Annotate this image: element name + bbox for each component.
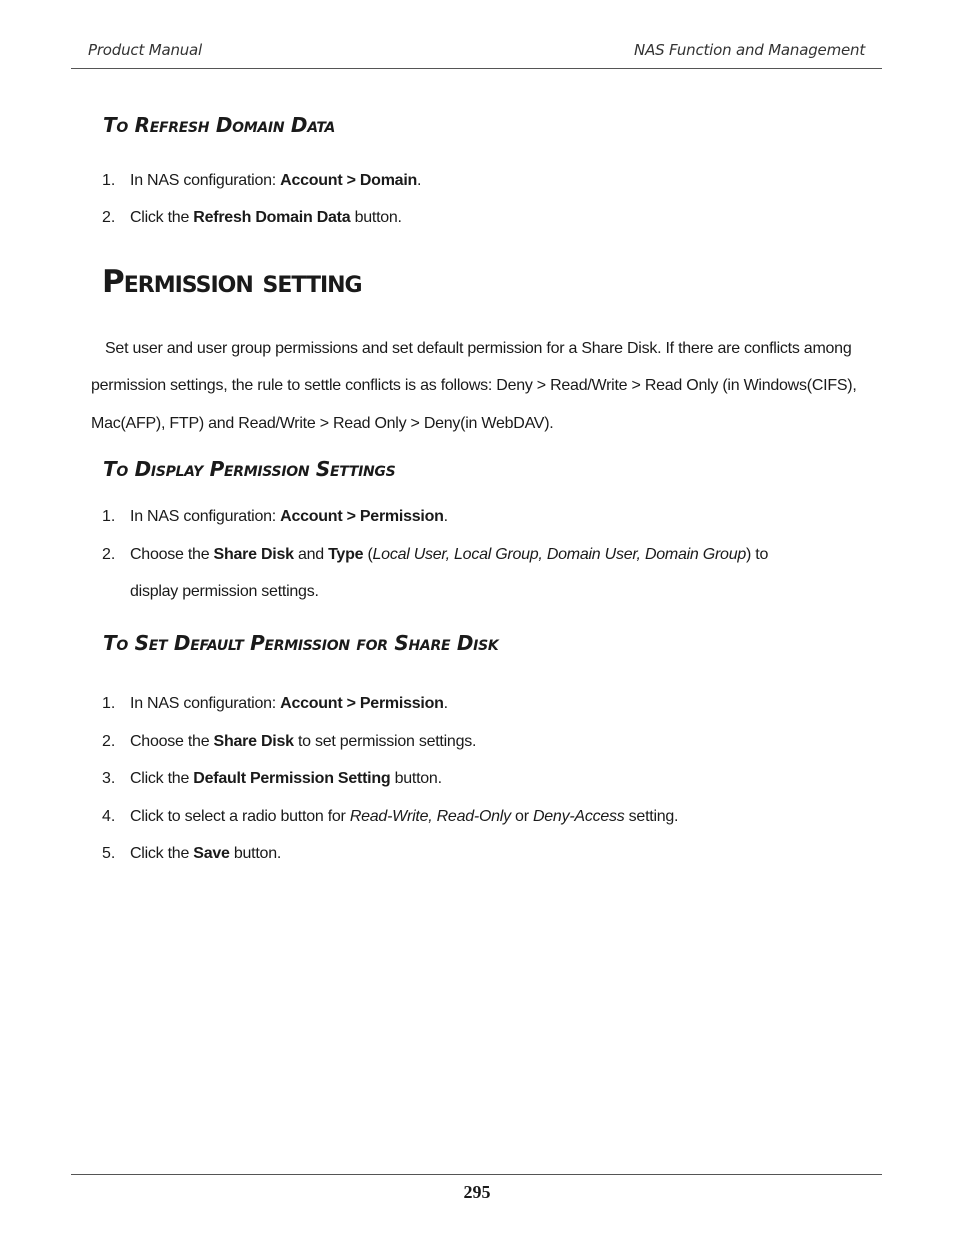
- page-header-left: Product Manual: [88, 41, 203, 59]
- step-text: In NAS configuration: Account > Permission.: [130, 508, 448, 525]
- step-number: 4.: [102, 808, 116, 825]
- step-text: Choose the Share Disk to set permission settings.: [130, 733, 477, 750]
- step-number: 5.: [102, 845, 116, 862]
- subheading-set-default-permission: To Set Default Permission for Share Disk: [103, 631, 499, 655]
- step-text: Click to select a radio button for Read-Write, Read-Only or Deny-Access setting.: [130, 808, 679, 825]
- step-number: 1.: [102, 508, 116, 525]
- header-rule: [71, 68, 882, 69]
- step-text: In NAS configuration: Account > Permission.: [130, 695, 448, 712]
- step-text-continuation: display permission settings.: [130, 583, 319, 600]
- step-number: 1.: [102, 695, 116, 712]
- intro-paragraph-line: Mac(AFP), FTP) and Read/Write > Read Only > Deny(in WebDAV).: [91, 415, 554, 432]
- step-text: Click the Default Permission Setting button.: [130, 770, 442, 787]
- footer-rule: [71, 1174, 882, 1175]
- subheading-display-permission-settings: To Display Permission Settings: [103, 457, 396, 481]
- intro-paragraph-line: Set user and user group permissions and set default permission for a Share Disk. If there are conflicts among: [105, 340, 852, 357]
- step-number: 2.: [102, 209, 116, 226]
- page-header-right: NAS Function and Management: [634, 41, 865, 59]
- step-text: Choose the Share Disk and Type (Local User, Local Group, Domain User, Domain Group) to: [130, 546, 769, 563]
- step-text: In NAS configuration: Account > Domain.: [130, 172, 422, 189]
- heading-permission-setting: Permission setting: [102, 264, 362, 300]
- page-number: 295: [463, 1182, 491, 1202]
- step-number: 2.: [102, 733, 116, 750]
- step-number: 1.: [102, 172, 116, 189]
- step-number: 2.: [102, 546, 116, 563]
- step-text: Click the Refresh Domain Data button.: [130, 209, 402, 226]
- intro-paragraph-line: permission settings, the rule to settle conflicts is as follows: Deny > Read/Write > Read Only (in Windows(CIFS),: [91, 377, 857, 394]
- step-number: 3.: [102, 770, 116, 787]
- subheading-refresh-domain-data: To Refresh Domain Data: [103, 113, 336, 137]
- step-text: Click the Save button.: [130, 845, 282, 862]
